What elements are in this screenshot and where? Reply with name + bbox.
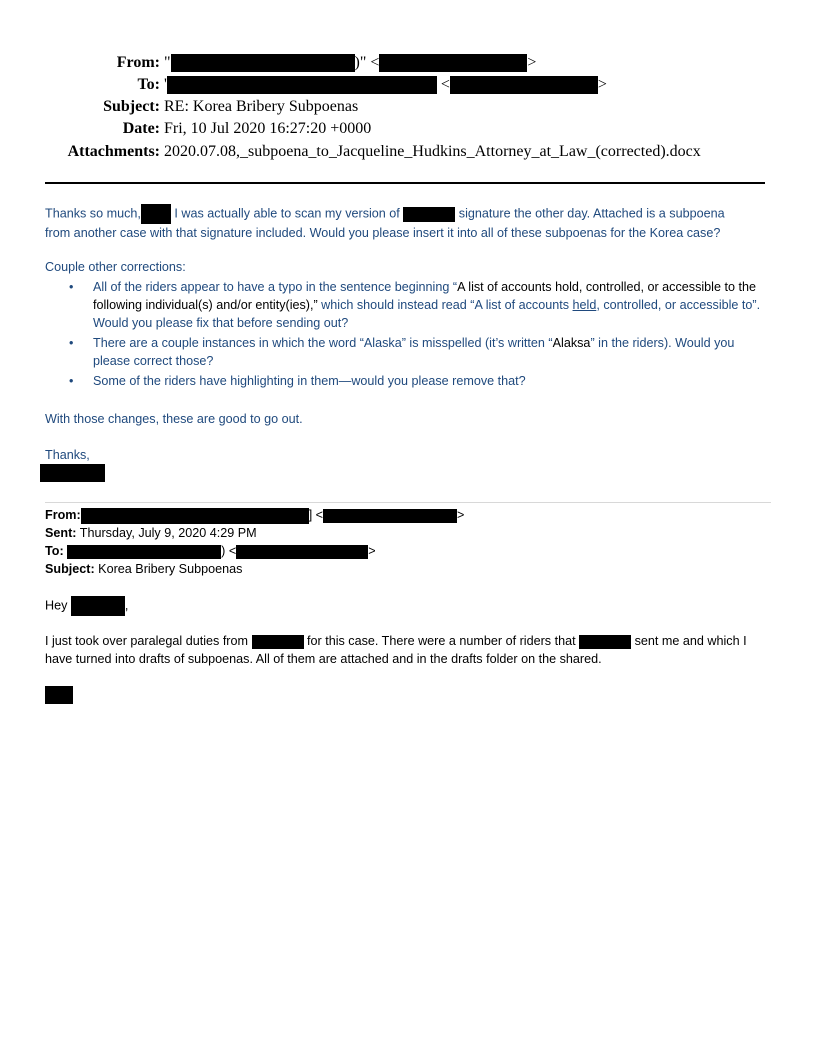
redaction-box	[379, 54, 527, 72]
date-label: Date:	[122, 120, 160, 137]
list-item: • There are a couple instances in which the word “Alaska” is misspelled (it’s written “Alaksa” in the riders). Would you please correct those?	[69, 336, 735, 368]
signature-redaction	[45, 686, 73, 704]
redaction-box	[403, 207, 455, 222]
redaction-box	[171, 54, 355, 72]
header-divider	[45, 182, 765, 184]
bullet-icon: •	[69, 280, 74, 294]
original-body: I just took over paralegal duties from for this case. There were a number of riders that sent me and which I have turned into drafts of subpoenas. All of them are attached and in the drafts folder on the shared.	[45, 634, 747, 666]
from-label: From:	[116, 54, 160, 71]
redaction-box	[579, 635, 631, 649]
reply-signoff: Thanks,	[45, 448, 90, 462]
redaction-box	[67, 545, 221, 559]
original-to-row: To: ) < >	[45, 544, 376, 558]
attachment-link[interactable]: 2020.07.08,_subpoena_to_Jacqueline_Hudkins_Attorney_at_Law_(corrected).docx	[164, 143, 701, 160]
signature-redaction	[40, 464, 105, 482]
date-value: Fri, 10 Jul 2020 16:27:20 +0000	[164, 120, 372, 137]
reply-paragraph-1	[45, 204, 775, 242]
corrections-list	[45, 278, 775, 390]
redaction-box	[252, 635, 304, 649]
message-divider	[45, 502, 771, 503]
subject-value: RE: Korea Bribery Subpoenas	[164, 98, 359, 115]
reply-text: signature the other day. Attached is a subpoena	[455, 206, 725, 221]
original-from-row: From: ] < >	[45, 508, 465, 522]
reply-text: from another case with that signature included. Would you please insert it into all of these subpoenas for the Korea case?	[45, 226, 721, 240]
reply-paragraph-3: With those changes, these are good to go out.	[45, 412, 303, 426]
redaction-box	[323, 509, 457, 523]
redaction-box	[236, 545, 368, 559]
list-item: • All of the riders appear to have a typo in the sentence beginning “A list of accounts hold, controlled, or accessible to the following individual(s) and/or entity(ies),” which should instead read “A list of accounts held, controlled, or accessible to”. Would you please fix that before sending out?	[69, 280, 761, 330]
from-value: " )" < >	[164, 54, 537, 71]
original-subject-row: Subject: Korea Bribery Subpoenas	[45, 562, 243, 576]
redaction-box	[71, 596, 125, 616]
to-label: To:	[137, 76, 160, 93]
to-value: ' < >	[164, 76, 607, 93]
bullet-icon: •	[69, 336, 74, 350]
redaction-box	[167, 76, 437, 94]
redaction-box	[450, 76, 598, 94]
attachments-label: Attachments:	[67, 143, 160, 160]
reply-text: I was actually able to scan my version of	[170, 206, 400, 221]
subject-label: Subject:	[103, 98, 160, 115]
redaction-box	[141, 204, 171, 224]
redaction-box	[81, 508, 309, 524]
list-item: • Some of the riders have highlighting in them—would you please remove that?	[69, 374, 526, 388]
bullet-icon: •	[69, 374, 74, 388]
greeting: Hey ,	[45, 596, 775, 616]
reply-text: Thanks so much,	[45, 206, 141, 221]
original-sent-row: Sent: Thursday, July 9, 2020 4:29 PM	[45, 526, 257, 540]
reply-paragraph-2: Couple other corrections:	[45, 260, 186, 274]
